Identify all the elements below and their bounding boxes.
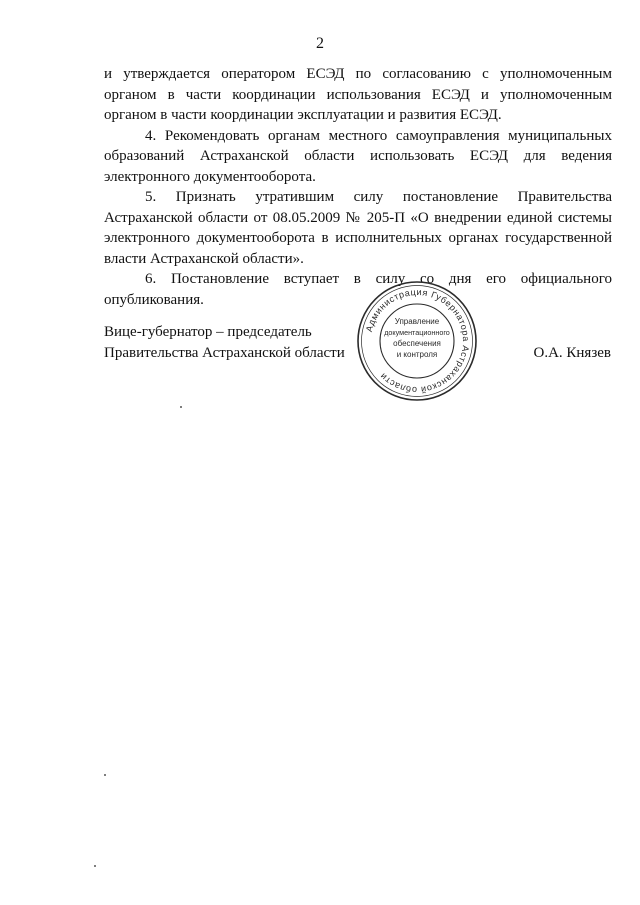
paragraph-6: 6. Постановление вступает в силу со дня его официального опубликования. [104, 271, 612, 308]
official-seal [355, 279, 479, 403]
seal-center-line-3: обеспечения [393, 339, 441, 348]
paragraph-continuation: и утверждается оператором ЕСЭД по согласованию с уполномоченным органом в части координации использования ЕСЭД и уполномоченным органом в части координации эксплуатации и развития ЕСЭД. [104, 66, 612, 123]
scan-speck [104, 774, 106, 776]
scan-speck [94, 865, 96, 867]
scan-speck [180, 406, 182, 408]
signatory-title [104, 322, 345, 363]
paragraph-5: 5. Признать утратившим силу постановление Правительства Астраханской области от 08.05.2009 № 205-П «О внедрении единой системы электронного документооборота в исполнительных органах государственной власти Астраханской области». [104, 189, 612, 267]
seal-center-line-1: Управление [394, 317, 440, 326]
signatory-title-line-2: Правительства Астраханской области [104, 344, 345, 361]
seal-center-line-2: документационного [384, 328, 450, 337]
signatory-title-line-1: Вице-губернатор – председатель [104, 324, 312, 340]
seal-ring-text: Администрация Губернатора Астраханской области [363, 286, 472, 396]
page-number: 2 [316, 35, 324, 52]
document-body [104, 64, 612, 310]
signatory-name: О.А. Князев [533, 345, 611, 361]
seal-center-line-4: и контроля [396, 350, 438, 359]
paragraph-4: 4. Рекомендовать органам местного самоуправления муниципальных образований Астраханской области использовать ЕСЭД для ведения электронного документооборота. [104, 127, 612, 185]
